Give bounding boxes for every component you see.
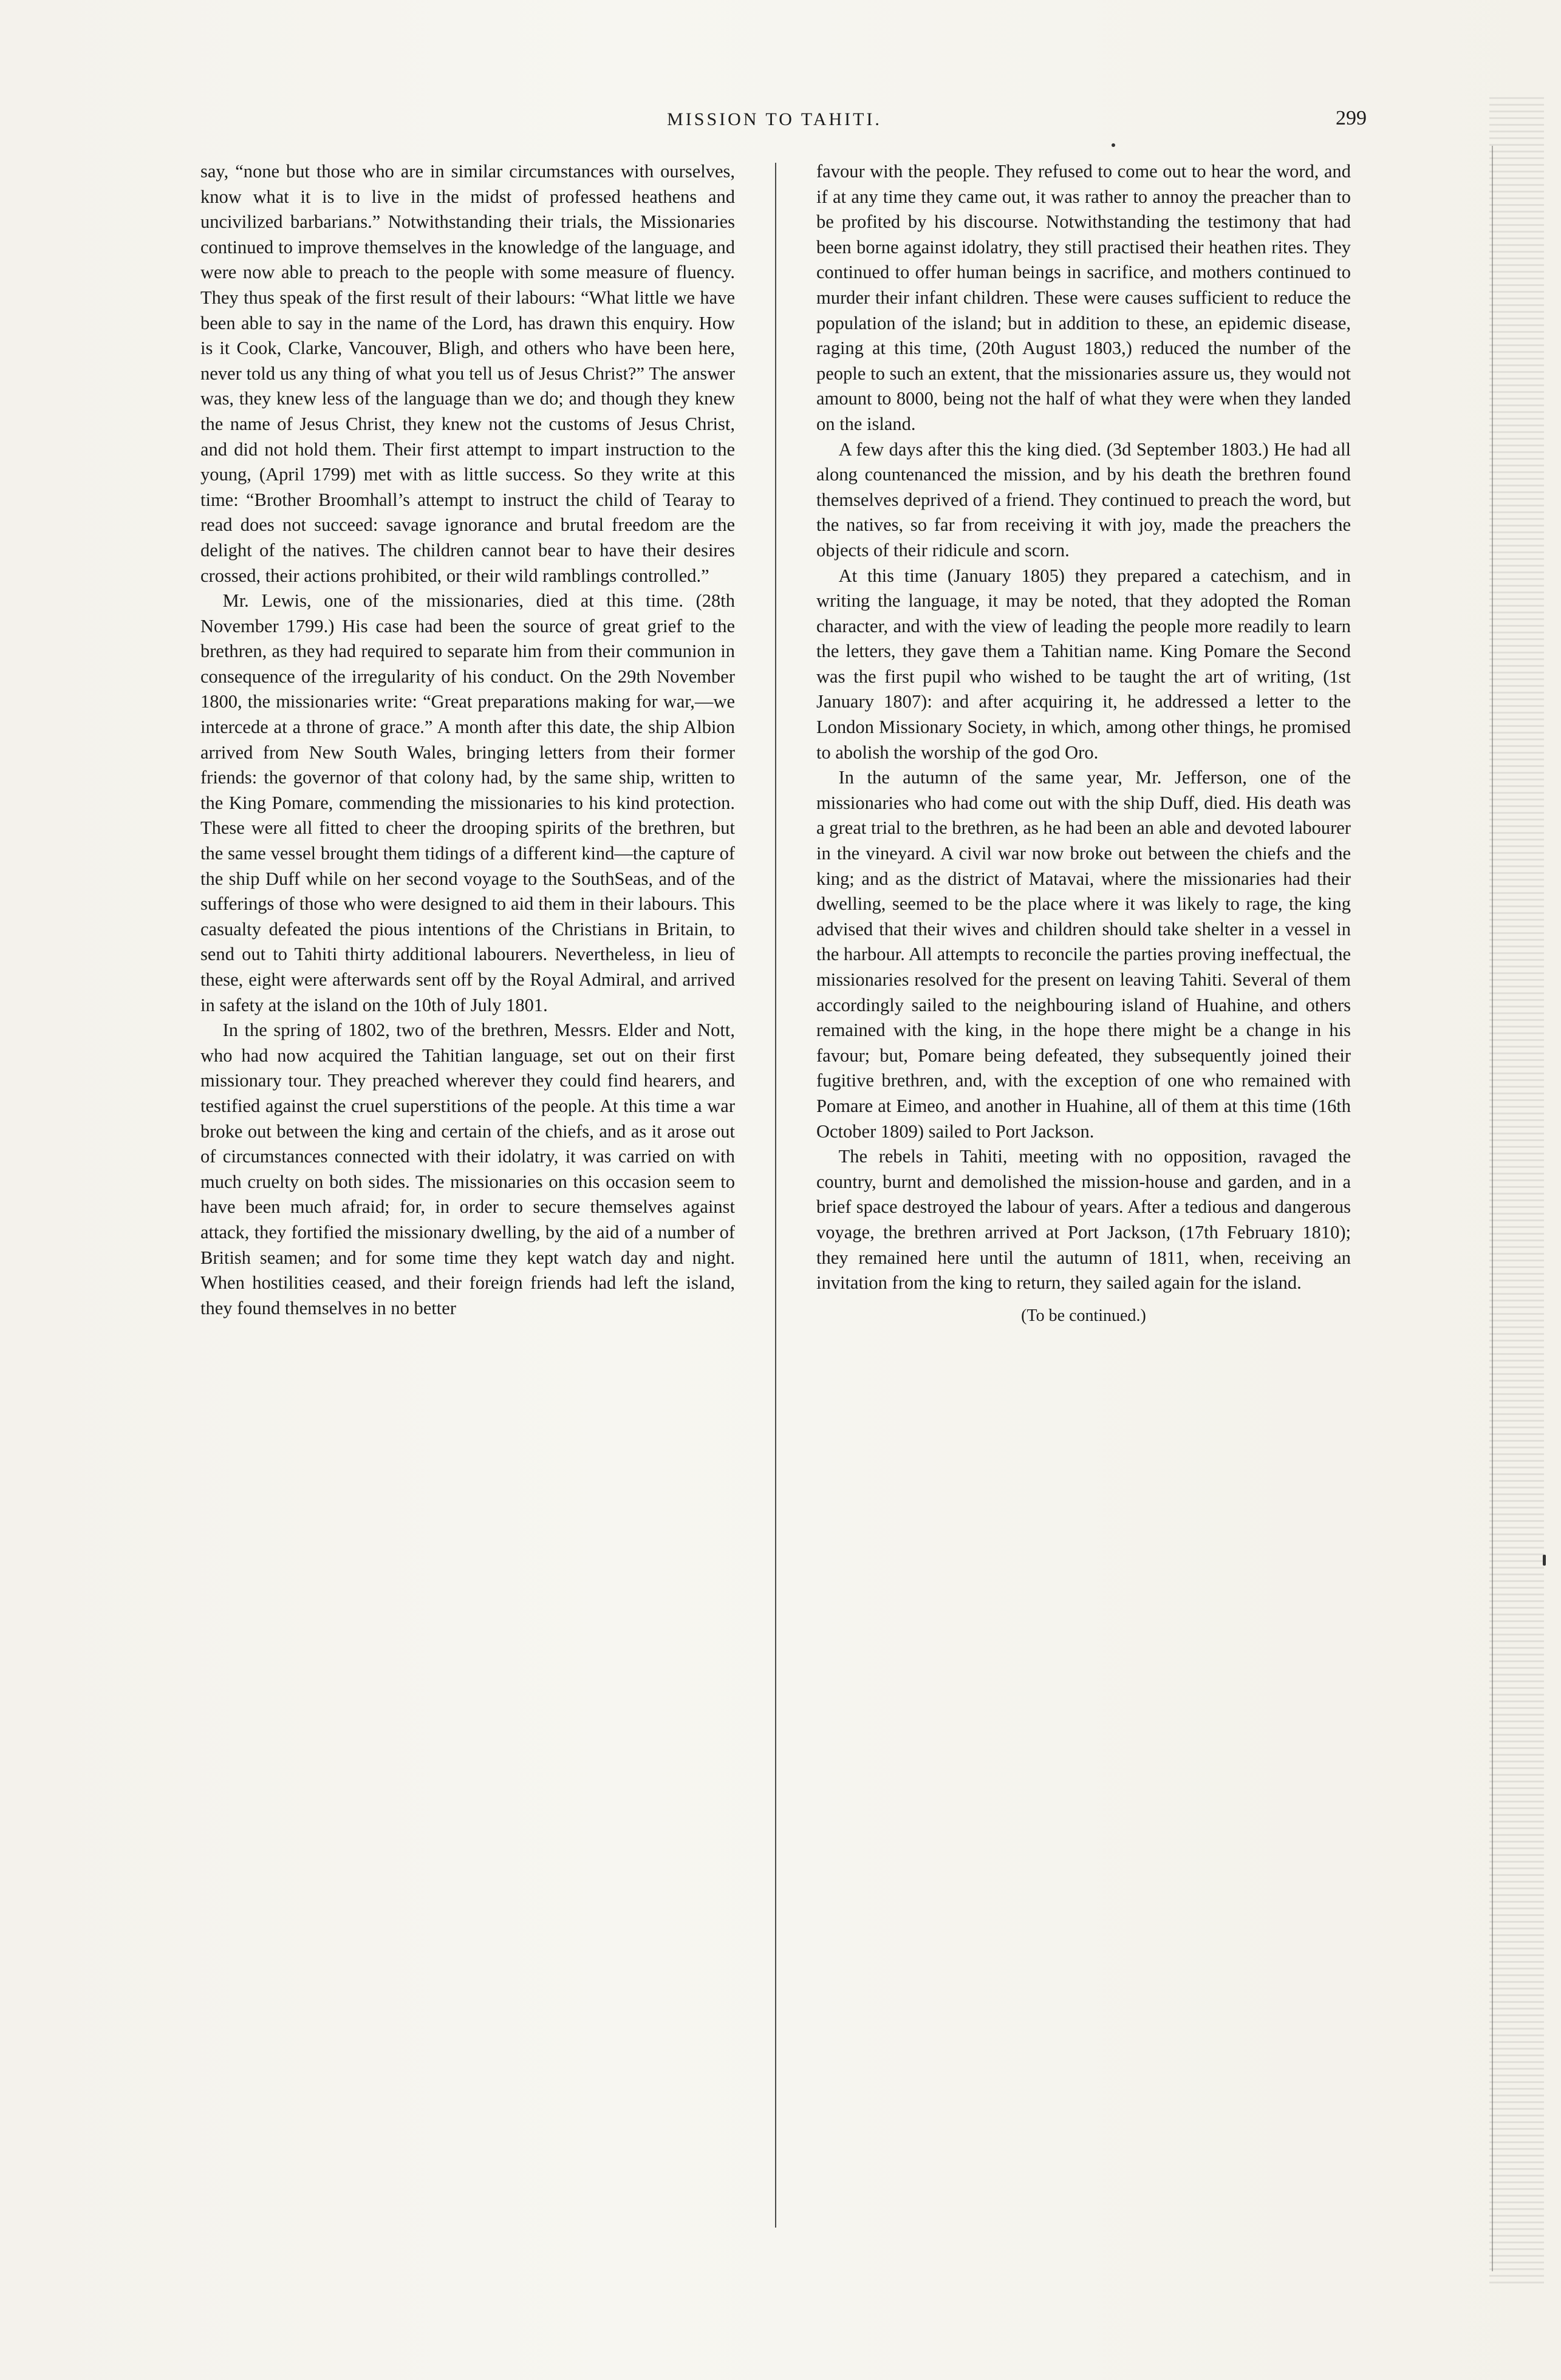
paragraph: Mr. Lewis, one of the missionaries, died at this time. (28th November 1799.) His case had been the source of great grief to the brethren, as they had required to separate him from their communion in consequence of the irregularity of his conduct. On the 29th November 1800, the missionaries write: “Great preparations making for war,—we intercede at a throne of grace.” A month after this date, the ship Albion arrived from New South Wales, bringing letters from their former friends: the governor of that colony had, by the same ship, written to the King Pomare, commending the missionaries to his kind protection. These were all fitted to cheer the drooping spirits of the brethren, but the same vessel brought them tidings of a different kind—the capture of the ship Duff while on her second voyage to the SouthSeas, and of the sufferings of those who were designed to aid them in their labours. This casualty defeated the pious intentions of the Christians in Britain, to send out to Tahiti thirty additional labourers. Nevertheless, in lieu of these, eight were afterwards sent off by the Royal Admiral, and arrived in safety at the island on the 10th of July 1801. xyxy=(200,590,735,1015)
right-column xyxy=(816,159,1351,2254)
ink-speck xyxy=(1543,1555,1546,1566)
page-number: 299 xyxy=(1336,107,1367,129)
paragraph: say, “none but those who are in similar circumstances with ourselves, know what it is to live in the midst of professed heathens and uncivilized barbarians.” Notwithstanding their trials, the Missionaries continued to improve themselves in the knowledge of the language, and were now able to preach to the people with some measure of fluency. They thus speak of the first result of their labours: “What little we have been able to say in the name of the Lord, has drawn this enquiry. How is it Cook, Clarke, Vancouver, Bligh, and others who have been here, never told us any thing of what you tell us of Jesus Christ?” The answer was, they knew less of the language than we do; and though they knew the name of Jesus Christ, they knew not the customs of Jesus Christ, and did not hold them. Their first attempt to impart instruction to the young, (April 1799) met with as little success. So they write at this time: “Brother Broomhall’s attempt to instruct the child of Tearay to read does not succeed: savage ignorance and brutal freedom are the delight of the natives. The children cannot bear to have their desires crossed, their actions prohibited, or their wild ramblings controlled.” xyxy=(200,161,735,586)
paragraph: At this time (January 1805) they prepared a catechism, and in writing the language, it may be noted, that they adopted the Roman character, and with the view of leading the people more readily to learn the letters, they gave them a Tahitian name. King Pomare the Second was the first pupil who wished to be taught the art of writing, (1st January 1807): and after acquiring it, he addressed a letter to the London Missionary Society, in which, among other things, he promised to abolish the worship of the god Oro. xyxy=(816,565,1351,763)
text-columns xyxy=(200,159,1351,2254)
paragraph: The rebels in Tahiti, meeting with no opposition, ravaged the country, burnt and demolished the mission-house and garden, and in a brief space destroyed the labour of years. After a tedious and dangerous voyage, the brethren arrived at Port Jackson, (17th February 1810); they remained here until the autumn of 1811, when, receiving an invitation from the king to return, they sailed again for the island. xyxy=(816,1146,1351,1294)
binding-margin-noise xyxy=(1489,97,1544,2283)
paragraph: A few days after this the king died. (3d September 1803.) He had all along countenanced the mission, and by his death the brethren found themselves deprived of a friend. They continued to preach the word, but the natives, so far from receiving it with joy, made the preachers the objects of their ridicule and scorn. xyxy=(816,438,1351,561)
left-column xyxy=(200,159,735,2254)
running-title: MISSION TO TAHITI. xyxy=(667,109,882,129)
paragraph: In the spring of 1802, two of the brethren, Messrs. Elder and Nott, who had now acquired the Tahitian language, set out on their first missionary tour. They preached wherever they could find hearers, and testified against the cruel superstitions of the people. At this time a war broke out between the king and certain of the chiefs, and as it arose out of circumstances connected with their idolatry, it was carried on with much cruelty on both sides. The missionaries on this occasion seem to have been much afraid; for, in order to secure themselves against attack, they fortified the missionary dwelling, by the aid of a number of British seamen; and for some time they kept watch day and night. When hostilities ceased, and their foreign friends had left the island, they found themselves in no better xyxy=(200,1020,735,1318)
to-be-continued-note: (To be continued.) xyxy=(1021,1306,1146,1325)
paragraph: favour with the people. They refused to come out to hear the word, and if at any time they came out, it was rather to annoy the preacher than to be profited by his discourse. Notwithstanding the testimony that had been borne against idolatry, they still practised their heathen rites. They continued to offer human beings in sacrifice, and mothers continued to murder their infant children. These were causes sufficient to reduce the population of the island; but in addition to these, an epidemic disease, raging at this time, (20th August 1803,) reduced the number of the people to such an extent, that the missionaries assure us, they would not amount to 8000, being not the half of what they were when they landed on the island. xyxy=(816,161,1351,434)
page-header xyxy=(182,109,1367,146)
paragraph: In the autumn of the same year, Mr. Jefferson, one of the missionaries who had come out with the ship Duff, died. His death was a great trial to the brethren, as he had been an able and devoted labourer in the vineyard. A civil war now broke out between the chiefs and the king; and as the district of Matavai, where the missionaries had their dwelling, seemed to be the place where it was likely to rage, the king advised that their wives and children should take shelter in a vessel in the harbour. All attempts to reconcile the parties proving ineffectual, the missionaries resolved for the present on leaving Tahiti. Several of them accordingly sailed to the neighbouring island of Huahine, and others remained with the king, in the hope there might be a change in his favour; but, Pomare being defeated, they subsequently joined their fugitive brethren, and, with the exception of one who remained with Pomare at Eimeo, and another in Huahine, all of them at this time (16th October 1809) sailed to Port Jackson. xyxy=(816,767,1351,1142)
column-divider xyxy=(775,163,776,2228)
